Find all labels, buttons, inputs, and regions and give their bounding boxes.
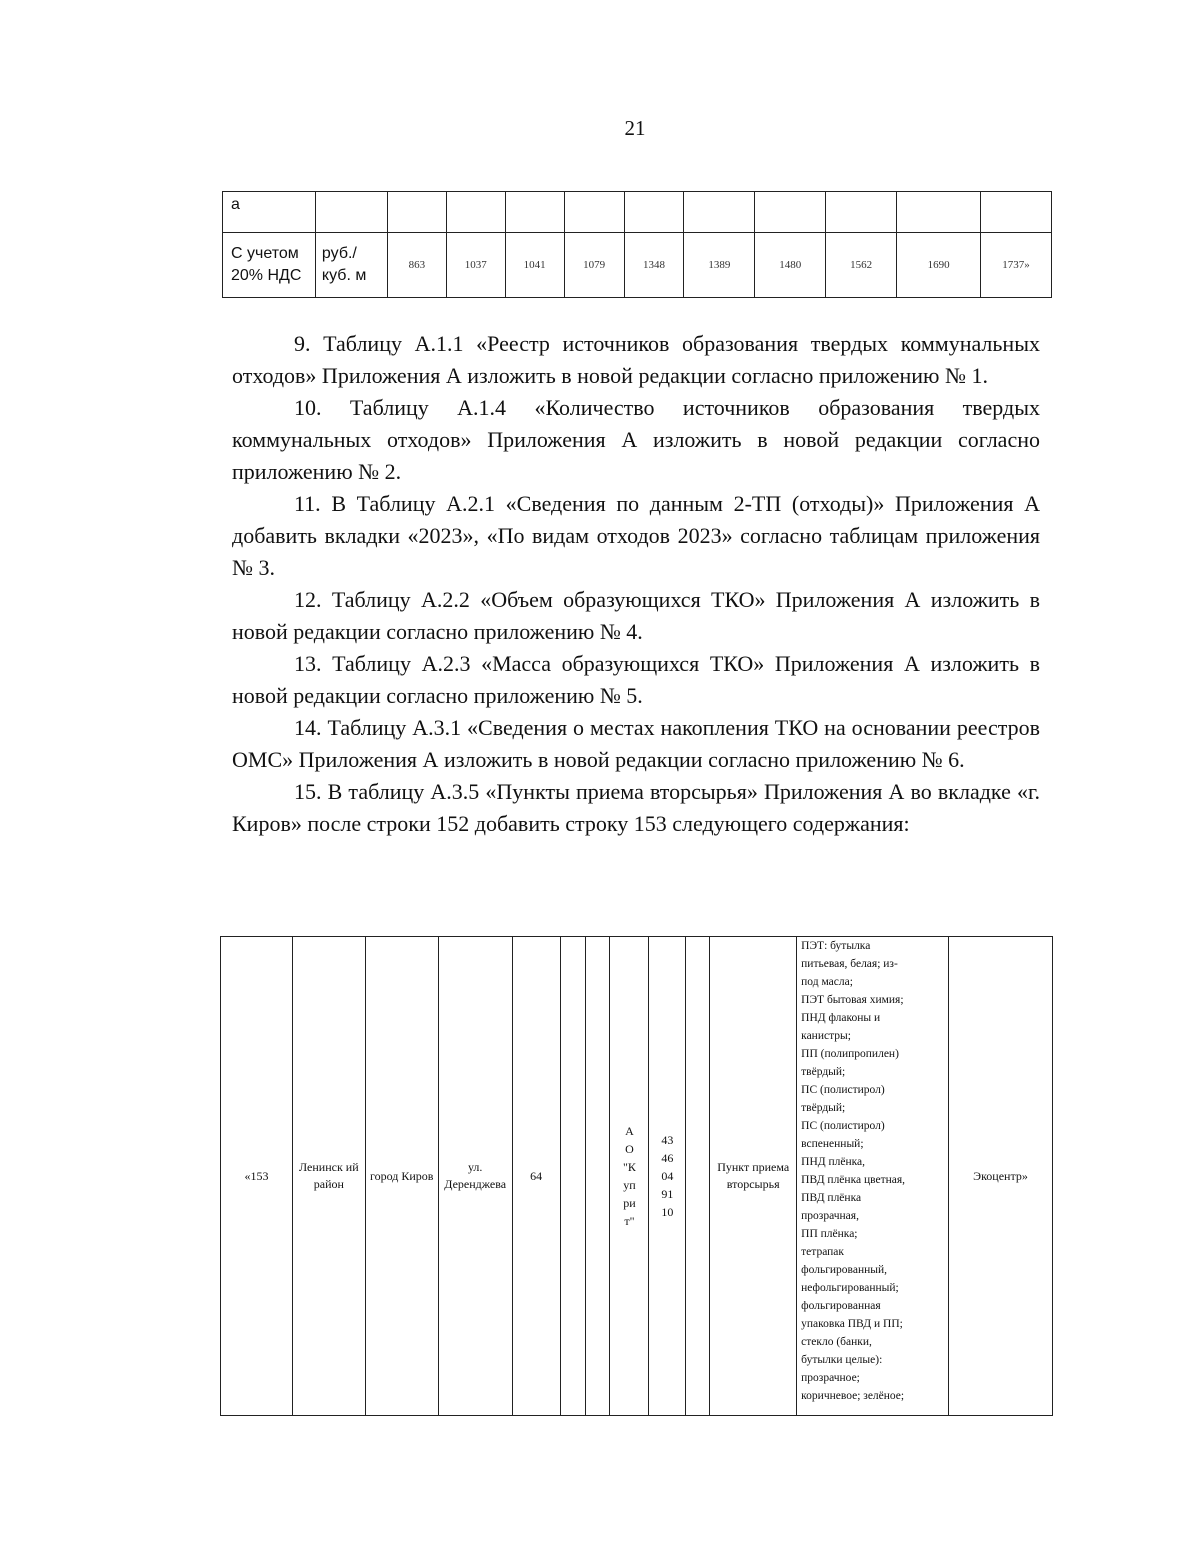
paragraph-item-11: 11. В Таблицу А.2.1 «Сведения по данным 2-ТП (отходы)» Приложения А добавить вкладки «2023», «По видам отходов 2023» согласно таблицам приложения № 3. <box>232 491 1040 580</box>
value-cell: 1389 <box>684 233 755 298</box>
recycling-point-table <box>220 936 1053 1416</box>
value-cell: 1037 <box>446 233 505 298</box>
table-row <box>223 192 1052 233</box>
amendments-text <box>232 328 1040 840</box>
value-cell: 1041 <box>505 233 564 298</box>
row-number-cell: «153 <box>221 937 293 1416</box>
page-number: 21 <box>624 116 646 140</box>
materials-cell: ПЭТ: бутылка питьевая, белая; из- под масла; ПЭТ бытовая химия; ПНД флаконы и канистры; ПП (полипропилен) твёрдый; ПС (полистирол) твёрдый; ПС (полистирол) вспененный; ПНД плёнка, ПВД плёнка цветная, ПВД плёнка прозрачная, ПП плёнка; тетрапак фольгированный, нефольгированный; фольгированная упаковка ПВД и ПП; стекло (банки, бутылки целые): прозрачное; коричневое; зелёное; <box>797 937 949 1416</box>
house-cell: 64 <box>512 937 560 1416</box>
empty-cell <box>560 937 585 1416</box>
city-cell: город Киров <box>365 937 438 1416</box>
row-label-vat: С учетом 20% НДС <box>223 233 316 298</box>
empty-cell <box>686 937 710 1416</box>
paragraph-item-10: 10. Таблицу А.1.4 «Количество источников образования твердых коммунальных отходов» Приложения А изложить в новой редакции согласно приложению № 2. <box>232 395 1040 484</box>
empty-cell <box>585 937 610 1416</box>
table-row <box>223 233 1052 298</box>
value-cell: 1480 <box>755 233 826 298</box>
paragraph-item-13: 13. Таблицу А.2.3 «Масса образующихся ТКО» Приложения А изложить в новой редакции согласно приложению № 5. <box>232 651 1040 708</box>
value-cell: 863 <box>387 233 446 298</box>
inn-cell: 43 46 04 91 10 <box>649 937 686 1416</box>
organization-cell: А О "К уп ри т" <box>610 937 649 1416</box>
paragraph-item-14: 14. Таблицу А.3.1 «Сведения о местах накопления ТКО на основании реестров ОМС» Приложения А изложить в новой редакции согласно приложению № 6. <box>232 715 1040 772</box>
paragraph-item-12: 12. Таблицу А.2.2 «Объем образующихся ТКО» Приложения А изложить в новой редакции согласно приложению № 4. <box>232 587 1040 644</box>
paragraph-item-15: 15. В таблицу А.3.5 «Пункты приема вторсырья» Приложения А во вкладке «г. Киров» после строки 152 добавить строку 153 следующего содержания: <box>232 779 1040 836</box>
table-row <box>221 937 1053 1416</box>
value-cell: 1690 <box>897 233 981 298</box>
point-type-cell: Пункт приема вторсырья <box>710 937 797 1416</box>
value-cell: 1737» <box>981 233 1052 298</box>
paragraph-item-9: 9. Таблицу А.1.1 «Реестр источников образования твердых коммунальных отходов» Приложения А изложить в новой редакции согласно приложению № 1. <box>232 331 1040 388</box>
value-cell: 1348 <box>624 233 684 298</box>
unit-cell: руб./ куб. м <box>315 233 387 298</box>
value-cell: 1079 <box>564 233 624 298</box>
tariff-table <box>222 191 1052 298</box>
street-cell: ул. Деренджева <box>438 937 512 1416</box>
district-cell: Ленинск ий район <box>292 937 365 1416</box>
row-label-continued: а <box>223 192 316 233</box>
value-cell: 1562 <box>826 233 897 298</box>
operator-cell: Экоцентр» <box>949 937 1053 1416</box>
